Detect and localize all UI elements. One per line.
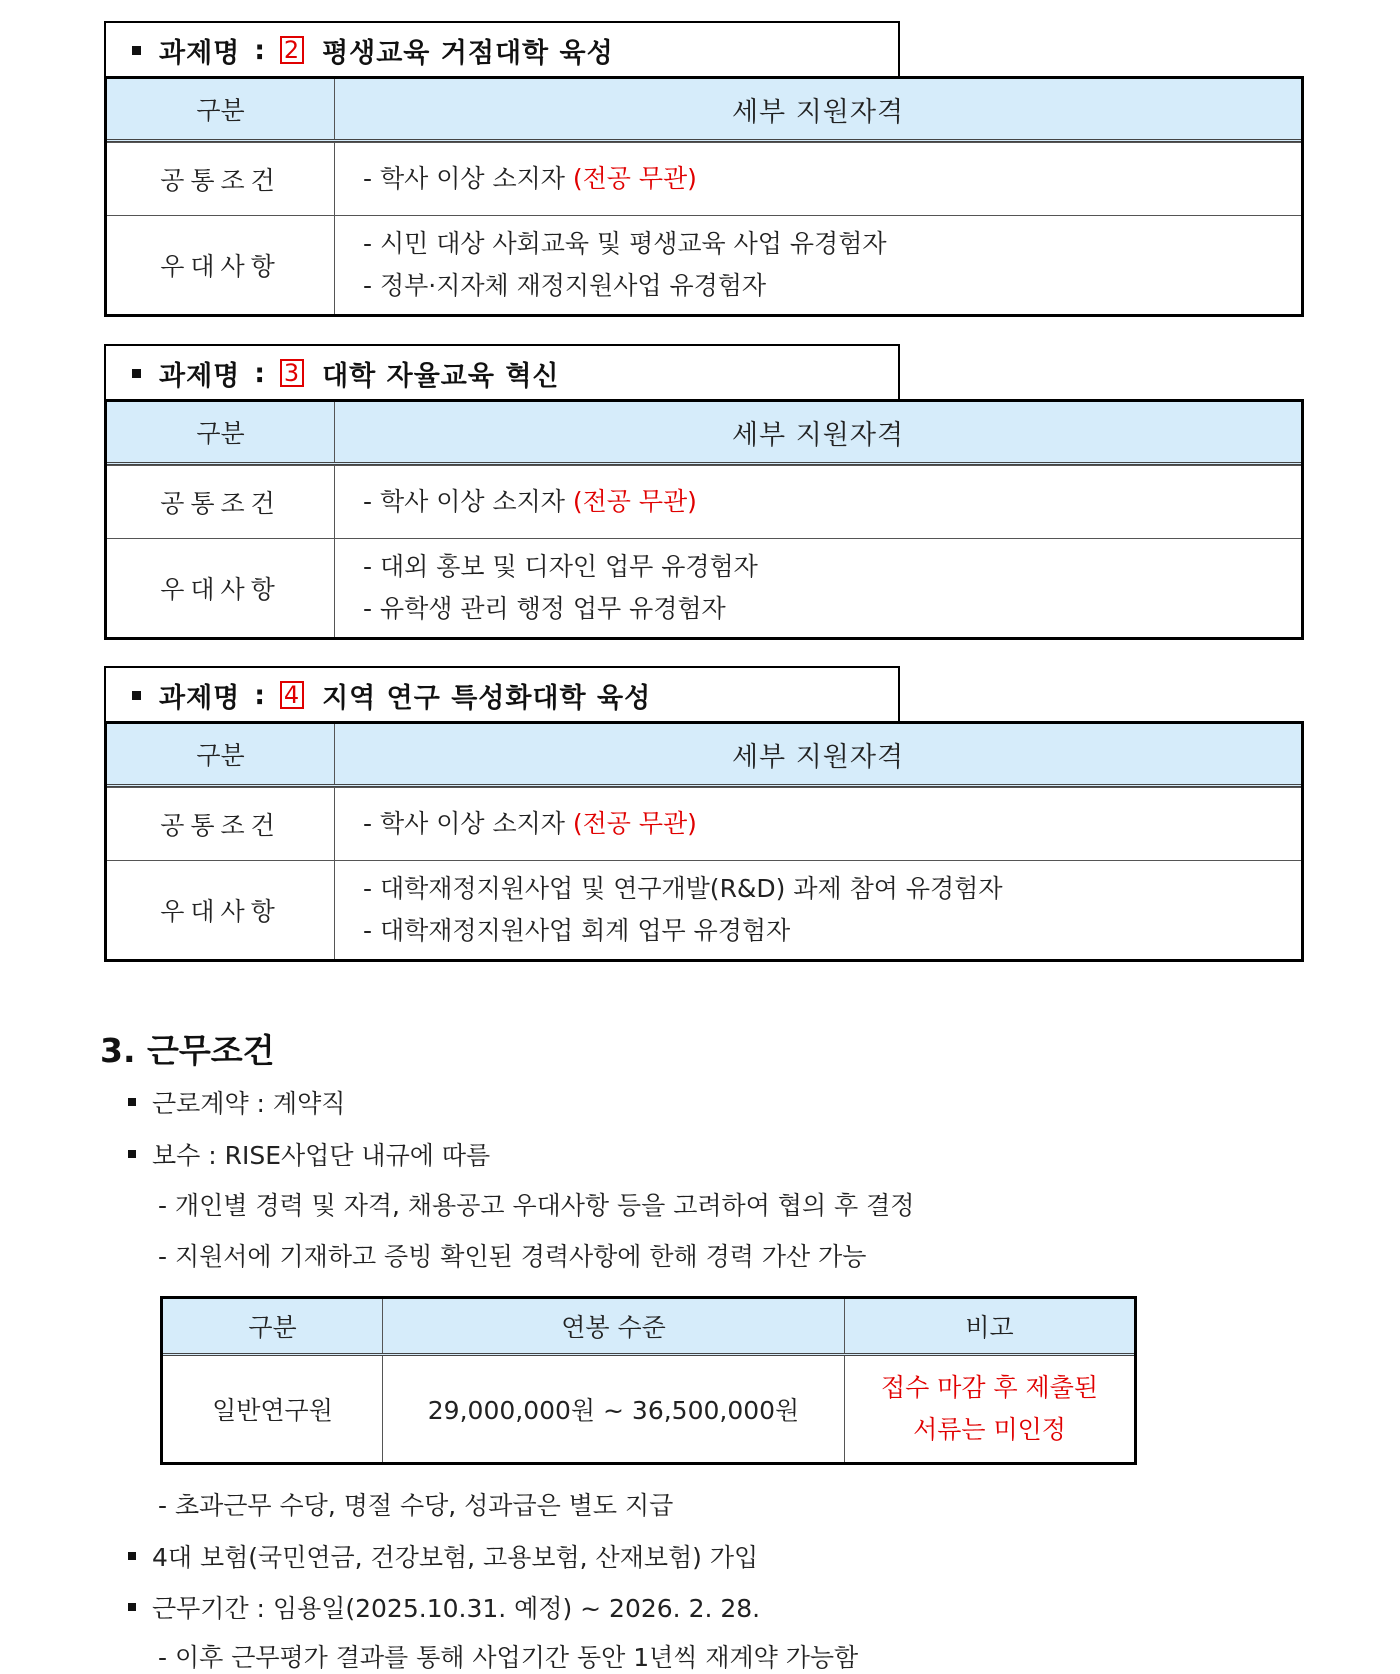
preferred-line: - 시민 대상 사회교육 및 평생교육 사업 유경험자 bbox=[363, 229, 887, 258]
task-title: 지역 연구 특성화대학 육성 bbox=[322, 682, 652, 714]
common-note: (전공 무관) bbox=[572, 809, 697, 838]
common-text: - 학사 이상 소지자 bbox=[363, 809, 573, 838]
row-label-common: 공통조건 bbox=[107, 143, 335, 215]
preferred-line: - 정부·지자체 재정지원사업 유경험자 bbox=[363, 271, 767, 300]
row-label-common: 공통조건 bbox=[107, 788, 335, 860]
bullet-square-icon bbox=[132, 691, 141, 700]
table-row-common bbox=[107, 787, 1301, 860]
header-detail: 세부 지원자격 bbox=[731, 96, 905, 128]
preferred-line: - 대학재정지원사업 회계 업무 유경험자 bbox=[363, 916, 791, 945]
preferred-line: - 대학재정지원사업 및 연구개발(R&D) 과제 참여 유경험자 bbox=[363, 874, 1003, 903]
common-text: - 학사 이상 소지자 bbox=[363, 164, 573, 193]
bullet-square-icon bbox=[132, 369, 141, 378]
task-header-3 bbox=[104, 344, 900, 400]
row-label-preferred: 우대사항 bbox=[107, 861, 335, 959]
task-title: 평생교육 거점대학 육성 bbox=[322, 37, 614, 69]
pay-note-1: - 개인별 경력 및 자격, 채용공고 우대사항 등을 고려하여 협의 후 결정 bbox=[158, 1191, 915, 1220]
period-note: - 이후 근무평가 결과를 통해 사업기간 동안 1년씩 재계약 가능함 bbox=[158, 1643, 859, 1672]
pay-item bbox=[128, 1136, 490, 1172]
table-header-row bbox=[107, 402, 1301, 465]
salary-type: 일반연구원 bbox=[163, 1356, 383, 1462]
extra-pay-note: - 초과근무 수당, 명절 수당, 성과급은 별도 지급 bbox=[158, 1491, 674, 1520]
task-colon: : bbox=[254, 679, 267, 711]
salary-row bbox=[163, 1356, 1134, 1462]
salary-header-range: 연봉 수준 bbox=[383, 1299, 845, 1353]
contract-text: 근로계약 : 계약직 bbox=[152, 1089, 346, 1118]
table-row-common bbox=[107, 465, 1301, 538]
pay-note-2: - 지원서에 기재하고 증빙 확인된 경력사항에 한해 경력 가산 가능 bbox=[158, 1242, 867, 1271]
period-text: 근무기간 : 임용일(2025.10.31. 예정) ~ 2026. 2. 28. bbox=[152, 1594, 761, 1623]
task-label: 과제명 bbox=[159, 37, 241, 69]
preferred-line: - 대외 홍보 및 디자인 업무 유경험자 bbox=[363, 552, 758, 581]
insurance-text: 4대 보험(국민연금, 건강보험, 고용보험, 산재보험) 가입 bbox=[152, 1543, 759, 1572]
task-number-badge: 3 bbox=[280, 359, 304, 387]
table-header-row bbox=[107, 79, 1301, 142]
header-detail: 세부 지원자격 bbox=[731, 741, 905, 773]
bullet-square-icon bbox=[128, 1150, 136, 1158]
task-header-2 bbox=[104, 21, 900, 77]
bullet-square-icon bbox=[128, 1603, 136, 1611]
section-title: 3. 근무조건 bbox=[100, 1031, 275, 1070]
header-category: 구분 bbox=[107, 402, 335, 462]
row-label-common: 공통조건 bbox=[107, 466, 335, 538]
bullet-square-icon bbox=[128, 1552, 136, 1560]
table-row-common bbox=[107, 142, 1301, 215]
common-note: (전공 무관) bbox=[572, 164, 697, 193]
bullet-square-icon bbox=[132, 46, 141, 55]
task-number-badge: 4 bbox=[280, 681, 304, 709]
salary-range: 29,000,000원 ~ 36,500,000원 bbox=[383, 1356, 845, 1462]
row-label-preferred: 우대사항 bbox=[107, 216, 335, 314]
contract-item bbox=[128, 1084, 345, 1120]
salary-table bbox=[160, 1296, 1137, 1465]
bullet-square-icon bbox=[128, 1098, 136, 1106]
insurance-item bbox=[128, 1538, 758, 1574]
salary-note-line: 접수 마감 후 제출된 bbox=[880, 1373, 1099, 1402]
qualification-table-3 bbox=[104, 399, 1304, 640]
table-row-preferred bbox=[107, 215, 1301, 314]
table-row-preferred bbox=[107, 860, 1301, 959]
period-item bbox=[128, 1589, 760, 1625]
table-header-row bbox=[107, 724, 1301, 787]
qualification-table-2 bbox=[104, 76, 1304, 317]
header-category: 구분 bbox=[107, 724, 335, 784]
qualification-table-4 bbox=[104, 721, 1304, 962]
header-detail: 세부 지원자격 bbox=[731, 419, 905, 451]
task-number-badge: 2 bbox=[280, 36, 304, 64]
table-row-preferred bbox=[107, 538, 1301, 637]
task-colon: : bbox=[254, 34, 267, 66]
header-category: 구분 bbox=[107, 79, 335, 139]
salary-note-line: 서류는 미인정 bbox=[913, 1415, 1066, 1444]
salary-header-row bbox=[163, 1299, 1134, 1356]
task-label: 과제명 bbox=[159, 360, 241, 392]
common-note: (전공 무관) bbox=[572, 487, 697, 516]
task-label: 과제명 bbox=[159, 682, 241, 714]
salary-header-note: 비고 bbox=[965, 1313, 1014, 1342]
pay-text: 보수 : RISE사업단 내규에 따름 bbox=[152, 1141, 491, 1170]
task-colon: : bbox=[254, 357, 267, 389]
task-header-4 bbox=[104, 666, 900, 722]
preferred-line: - 유학생 관리 행정 업무 유경험자 bbox=[363, 594, 726, 623]
common-text: - 학사 이상 소지자 bbox=[363, 487, 573, 516]
task-title: 대학 자율교육 혁신 bbox=[322, 360, 560, 392]
salary-header-type: 구분 bbox=[163, 1299, 383, 1353]
row-label-preferred: 우대사항 bbox=[107, 539, 335, 637]
